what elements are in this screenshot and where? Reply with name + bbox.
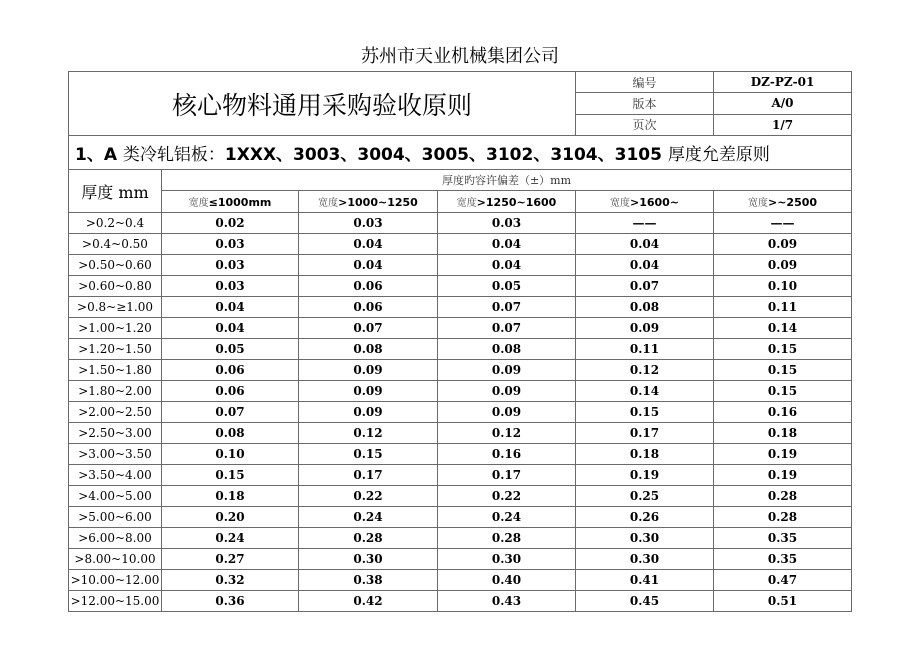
tolerance-value: 0.08: [162, 423, 299, 444]
tolerance-value: 0.40: [438, 570, 576, 591]
tolerance-value: 0.17: [576, 423, 714, 444]
tolerance-value: 0.24: [299, 507, 438, 528]
header-row-1: [69, 72, 852, 93]
tolerance-value: 0.09: [299, 381, 438, 402]
thickness-range: >10.00~12.00: [69, 570, 162, 591]
thickness-range: >1.20~1.50: [69, 339, 162, 360]
tolerance-value: 0.10: [162, 444, 299, 465]
section-cn-1: 类冷轧铝板：: [122, 145, 225, 165]
tolerance-value: 0.09: [438, 360, 576, 381]
thickness-range: >8.00~10.00: [69, 549, 162, 570]
tolerance-value: 0.04: [299, 255, 438, 276]
tolerance-value: 0.20: [162, 507, 299, 528]
tolerance-value: 0.09: [299, 360, 438, 381]
column-value: >1250~1600: [476, 196, 557, 209]
tolerance-value: 0.07: [162, 402, 299, 423]
tolerance-value: 0.51: [714, 591, 852, 612]
tolerance-value: 0.11: [714, 297, 852, 318]
table-row: [69, 444, 852, 465]
tolerance-value: 0.04: [162, 297, 299, 318]
tolerance-value: 0.27: [162, 549, 299, 570]
thickness-range: >3.50~4.00: [69, 465, 162, 486]
width-column-header: [438, 191, 576, 213]
width-column-header: [299, 191, 438, 213]
thickness-range: >2.00~2.50: [69, 402, 162, 423]
meta-label-version: 版本: [576, 93, 714, 114]
tolerance-value: 0.45: [576, 591, 714, 612]
tolerance-value: 0.30: [438, 549, 576, 570]
width-column-header: [162, 191, 299, 213]
table-row: [69, 465, 852, 486]
section-prefix: 1、A: [75, 145, 123, 165]
tolerance-value: 0.06: [299, 276, 438, 297]
tolerance-value: 0.07: [299, 318, 438, 339]
tolerance-value: 0.07: [438, 297, 576, 318]
tolerance-value: 0.35: [714, 528, 852, 549]
column-prefix: 宽度: [747, 198, 768, 209]
tolerance-value: 0.15: [576, 402, 714, 423]
tolerance-value: 0.18: [576, 444, 714, 465]
tolerance-value: 0.04: [299, 234, 438, 255]
tolerance-value: 0.08: [438, 339, 576, 360]
tolerance-value: 0.22: [438, 486, 576, 507]
tolerance-value: 0.15: [714, 360, 852, 381]
tolerance-value: 0.05: [162, 339, 299, 360]
thickness-range: >0.60~0.80: [69, 276, 162, 297]
column-value: ≤1000mm: [208, 196, 272, 209]
tolerance-value: 0.28: [438, 528, 576, 549]
tolerance-value: 0.15: [714, 339, 852, 360]
thickness-range: >0.8~≥1.00: [69, 297, 162, 318]
tolerance-value: 0.04: [162, 318, 299, 339]
table-row: [69, 549, 852, 570]
tolerance-value: 0.03: [299, 213, 438, 234]
tolerance-value: 0.19: [714, 444, 852, 465]
tolerance-value: 0.04: [438, 234, 576, 255]
tolerance-value: 0.09: [714, 234, 852, 255]
table-row: [69, 318, 852, 339]
thickness-range: >3.00~3.50: [69, 444, 162, 465]
column-prefix: 宽度: [188, 198, 209, 209]
column-value: >~2500: [767, 196, 818, 209]
document-table: [68, 71, 852, 612]
tolerance-value: 0.18: [162, 486, 299, 507]
tolerance-value: 0.47: [714, 570, 852, 591]
tolerance-value: 0.16: [714, 402, 852, 423]
tolerance-value: 0.04: [438, 255, 576, 276]
tolerance-value: 0.05: [438, 276, 576, 297]
tolerance-value: 0.15: [714, 381, 852, 402]
tolerance-value: 0.06: [162, 360, 299, 381]
tolerance-value: 0.09: [714, 255, 852, 276]
tolerance-value: 0.24: [162, 528, 299, 549]
thickness-range: >12.00~15.00: [69, 591, 162, 612]
tolerance-value: 0.04: [576, 255, 714, 276]
tolerance-value: 0.36: [162, 591, 299, 612]
tolerance-value: 0.09: [438, 402, 576, 423]
column-prefix: 宽度: [609, 198, 630, 209]
tolerance-value: 0.09: [299, 402, 438, 423]
tolerance-value: 0.15: [162, 465, 299, 486]
section-heading: [69, 136, 852, 170]
tolerance-value: 0.04: [576, 234, 714, 255]
tolerance-value: 0.08: [576, 297, 714, 318]
table-row: [69, 339, 852, 360]
tolerance-value: 0.03: [162, 234, 299, 255]
table-row: [69, 486, 852, 507]
meta-label-code: 编号: [576, 72, 714, 93]
tolerance-group-header: 厚度旳容许偏差（±）mm: [162, 170, 852, 191]
company-name: 苏州市天业机械集团公司: [361, 46, 559, 67]
table-row: [69, 423, 852, 444]
tolerance-value: 0.06: [299, 297, 438, 318]
tolerance-value: 0.35: [714, 549, 852, 570]
meta-value-code: DZ-PZ-01: [714, 72, 852, 93]
table-row: [69, 381, 852, 402]
column-prefix: 宽度: [456, 198, 477, 209]
tolerance-value: 0.28: [299, 528, 438, 549]
table-row: [69, 213, 852, 234]
tolerance-value: 0.30: [576, 549, 714, 570]
tolerance-value: 0.14: [714, 318, 852, 339]
table-row: [69, 402, 852, 423]
section-codes: 1XXX、3003、3004、3005、3102、3104、3105: [224, 145, 668, 165]
table-row: [69, 276, 852, 297]
tolerance-value: 0.22: [299, 486, 438, 507]
thickness-range: >2.50~3.00: [69, 423, 162, 444]
table-row: [69, 570, 852, 591]
tolerance-value: 0.08: [299, 339, 438, 360]
table-row: [69, 528, 852, 549]
meta-value-version: A/0: [714, 93, 852, 114]
column-prefix: 宽度: [318, 198, 339, 209]
table-row: [69, 297, 852, 318]
tolerance-value: 0.30: [576, 528, 714, 549]
tolerance-value: 0.17: [299, 465, 438, 486]
tolerance-value: 0.11: [576, 339, 714, 360]
thickness-range: >1.00~1.20: [69, 318, 162, 339]
column-value: >1000~1250: [338, 196, 418, 209]
meta-value-page: 1/7: [714, 114, 852, 135]
tolerance-value: 0.32: [162, 570, 299, 591]
tolerance-value: 0.12: [576, 360, 714, 381]
tolerance-value: 0.42: [299, 591, 438, 612]
tolerance-value: 0.03: [438, 213, 576, 234]
thickness-range: >0.2~0.4: [69, 213, 162, 234]
section-cn-2: 厚度允差原则: [667, 145, 770, 165]
tolerance-value: 0.03: [162, 255, 299, 276]
tolerance-value: 0.30: [299, 549, 438, 570]
thickness-range: >0.4~0.50: [69, 234, 162, 255]
tolerance-value: 0.19: [714, 465, 852, 486]
thickness-range: >6.00~8.00: [69, 528, 162, 549]
thickness-range: >5.00~6.00: [69, 507, 162, 528]
tolerance-value: 0.10: [714, 276, 852, 297]
column-value: >1600~: [629, 196, 680, 209]
meta-label-page: 页次: [576, 114, 714, 135]
tolerance-value: 0.24: [438, 507, 576, 528]
tolerance-value: ——: [576, 213, 714, 234]
table-row: [69, 255, 852, 276]
tolerance-value: 0.43: [438, 591, 576, 612]
tolerance-value: 0.09: [576, 318, 714, 339]
tolerance-value: 0.15: [299, 444, 438, 465]
thickness-header: 厚度 mm: [69, 170, 162, 213]
table-header-row-1: [69, 170, 852, 191]
table-row: [69, 234, 852, 255]
tolerance-value: 0.28: [714, 507, 852, 528]
tolerance-value: 0.02: [162, 213, 299, 234]
tolerance-value: ——: [714, 213, 852, 234]
width-column-header: [714, 191, 852, 213]
tolerance-value: 0.28: [714, 486, 852, 507]
section-heading-row: [69, 136, 852, 170]
tolerance-value: 0.17: [438, 465, 576, 486]
thickness-range: >1.50~1.80: [69, 360, 162, 381]
tolerance-value: 0.14: [576, 381, 714, 402]
thickness-range: >1.80~2.00: [69, 381, 162, 402]
table-row: [69, 507, 852, 528]
thickness-range: >4.00~5.00: [69, 486, 162, 507]
tolerance-value: 0.18: [714, 423, 852, 444]
tolerance-value: 0.41: [576, 570, 714, 591]
tolerance-value: 0.16: [438, 444, 576, 465]
tolerance-value: 0.03: [162, 276, 299, 297]
tolerance-value: 0.09: [438, 381, 576, 402]
tolerance-value: 0.07: [438, 318, 576, 339]
tolerance-value: 0.12: [299, 423, 438, 444]
table-header-row-2: [69, 191, 852, 213]
tolerance-value: 0.19: [576, 465, 714, 486]
document-title: 核心物料通用采购验收原则: [69, 72, 576, 136]
tolerance-value: 0.06: [162, 381, 299, 402]
width-column-header: [576, 191, 714, 213]
tolerance-value: 0.25: [576, 486, 714, 507]
thickness-range: >0.50~0.60: [69, 255, 162, 276]
tolerance-value: 0.12: [438, 423, 576, 444]
tolerance-value: 0.26: [576, 507, 714, 528]
table-row: [69, 591, 852, 612]
tolerance-value: 0.38: [299, 570, 438, 591]
tolerance-value: 0.07: [576, 276, 714, 297]
table-row: [69, 360, 852, 381]
